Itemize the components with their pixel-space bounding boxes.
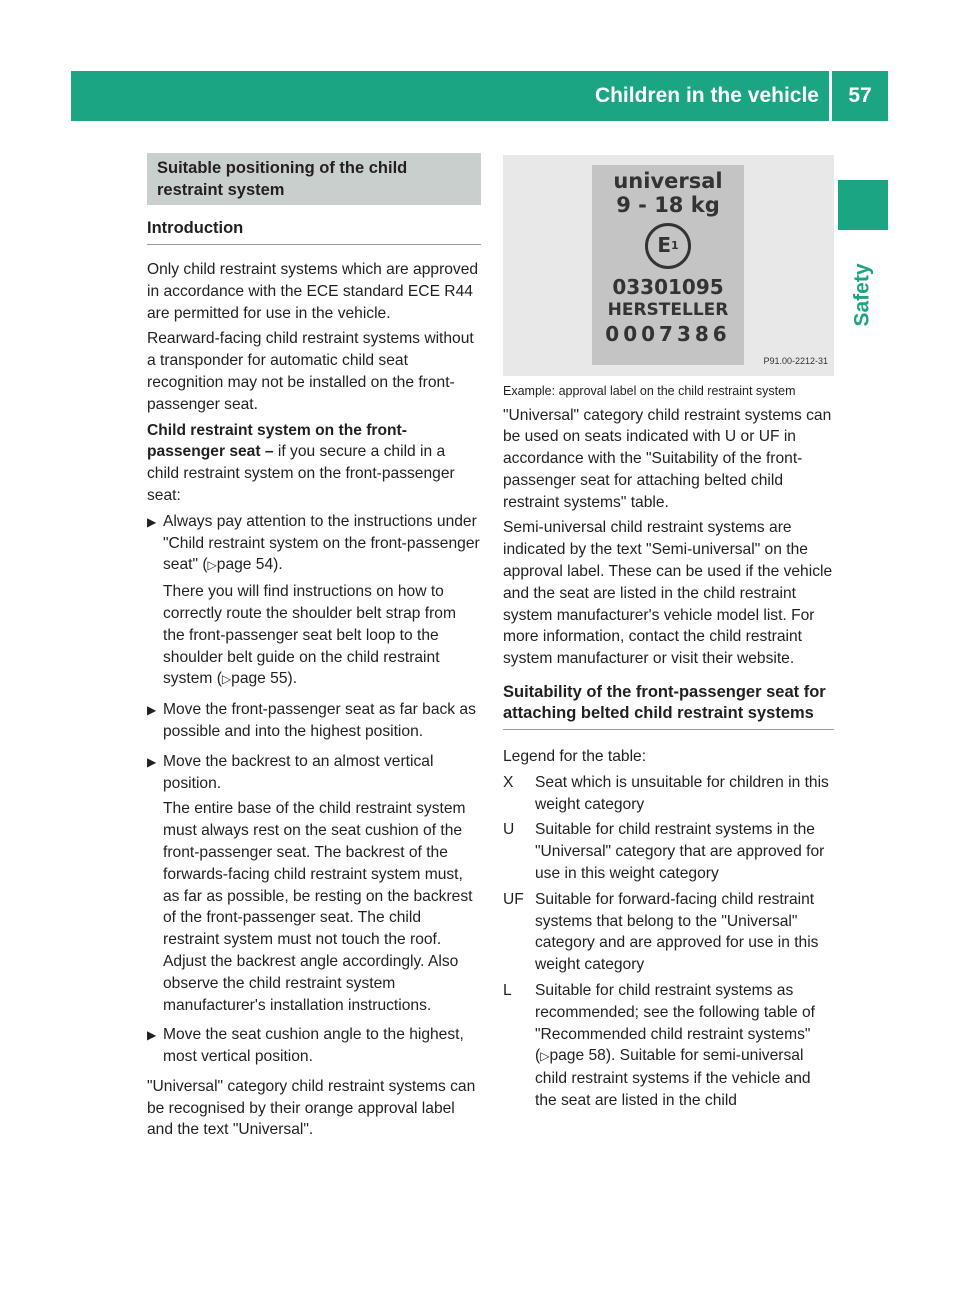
label-serial: 0007386	[605, 322, 731, 347]
closing-paragraph: "Universal" category child restraint systems can be recognised by their orange approval label and the text "Universal".	[147, 1077, 476, 1139]
page-ref-link[interactable]: page 54	[216, 556, 274, 574]
legend-item	[503, 772, 834, 816]
suitability-heading: Suitability of the front-passenger seat for attaching belted child restraint systems	[503, 682, 834, 730]
step-arrow-icon: ▶	[147, 703, 157, 718]
e-mark-icon: E 1	[645, 223, 691, 269]
legend-key: UF	[503, 890, 524, 908]
step-text: Move the backrest to an almost vertical position.	[163, 752, 434, 792]
chapter-title: Children in the vehicle	[594, 84, 819, 107]
legend-key: U	[503, 821, 515, 839]
warning-label: Child restraint system on the front-passenger seat –	[147, 421, 407, 461]
instruction-step	[147, 751, 481, 1021]
label-category: universal	[613, 169, 723, 193]
step-note-end: ).	[287, 670, 298, 688]
step-arrow-icon: ▶	[147, 514, 157, 529]
semi-universal-paragraph: Semi-universal child restraint systems are indicated by the text "Semi-universal" on the approval label. These can be used if the vehicle and the seat are listed in the child restraint system manufacturer's vehicle model list. For more information, contact the child restraint system manufacturer or visit their website.	[503, 519, 833, 668]
warning-paragraph	[147, 420, 481, 507]
instruction-step	[147, 699, 481, 747]
approval-label-plate	[592, 165, 744, 365]
step-text: Move the seat cushion angle to the highest, most vertical position.	[163, 1026, 464, 1066]
section-tab-label: Safety	[851, 263, 874, 327]
legend-text: Suitable for forward-facing child restraint systems that belong to the "Universal" category and are approved for use in this weight category	[535, 890, 819, 974]
legend-item	[503, 980, 834, 1112]
approval-label-image	[503, 155, 834, 376]
section-tab[interactable]	[838, 235, 888, 355]
legend-intro: Legend for the table:	[503, 748, 647, 766]
legend-text: Seat which is unsuitable for children in this weight category	[535, 773, 829, 813]
step-text-end: ).	[273, 556, 283, 574]
image-caption: Example: approval label on the child restraint system	[503, 384, 796, 398]
section-marker	[838, 180, 888, 230]
section-title: Suitable positioning of the child restraint system	[147, 153, 481, 205]
transponder-paragraph: Rearward-facing child restraint systems without a transponder for automatic child seat recognition may not be installed on the front-passenger seat.	[147, 330, 474, 413]
page-ref-link[interactable]: page 55	[231, 670, 288, 688]
page-ref-link[interactable]: page 58	[549, 1047, 606, 1065]
image-reference: P91.00-2212-31	[763, 356, 828, 367]
intro-heading: Introduction	[147, 217, 481, 245]
step-text: Move the front-passenger seat as far back as possible and into the highest position.	[163, 701, 476, 740]
legend-item	[503, 889, 834, 976]
instruction-step	[147, 1024, 481, 1072]
page-number: 57	[848, 84, 872, 107]
universal-paragraph: "Universal" category child restraint systems can be used on seats indicated with U or UF in accordance with the "Suitability of the front-passenger seat for attaching belted child restraint systems" table.	[503, 406, 832, 511]
warning-text: if you secure a child in a child restraint system on the front-passenger seat:	[147, 443, 455, 504]
step-text: Always pay attention to the instructions under "Child restraint system on the front-passenger seat" (	[163, 512, 480, 574]
page-ref-arrow-icon: ▷	[207, 558, 217, 573]
label-manufacturer: HERSTELLER	[607, 300, 729, 321]
page-header	[71, 71, 888, 121]
legend-key: X	[503, 773, 514, 791]
step-arrow-icon: ▶	[147, 1028, 157, 1043]
label-approval-number: 03301095	[612, 274, 724, 299]
instruction-step	[147, 511, 481, 695]
label-weight: 9 - 18 kg	[616, 192, 720, 217]
left-column	[147, 153, 481, 1145]
page-ref-arrow-icon: ▷	[540, 1049, 550, 1064]
right-column	[503, 155, 834, 1116]
step-arrow-icon: ▶	[147, 754, 157, 769]
legend-text: Suitable for child restraint systems in the "Universal" category that are approved for use in this weight category	[535, 821, 825, 883]
legend-key: L	[503, 982, 512, 1000]
legend-text: Suitable for child restraint systems as recommended; see the following table of "Recommended child restraint systems" (▷page 58). Suitable for semi-universal child restraint systems if the vehicle and the seat are listed in the child	[535, 982, 815, 1110]
page-ref-arrow-icon: ▷	[221, 672, 232, 687]
step-note: There you will find instructions on how to correctly route the shoulder belt strap from the front-passenger seat belt loop to the shoulder belt guide on the child restraint system (	[163, 583, 456, 688]
step-note: The entire base of the child restraint system must always rest on the seat cushion of the front-passenger seat. The backrest of the forwards-facing child restraint system must, as far as possible, be resting on the backrest of the front-passenger seat. The child restraint system must not touch the roof. Adjust the backrest angle accordingly. Also observe the child restraint system manufacturer's installation instructions.	[163, 800, 473, 1014]
legend-item	[503, 819, 834, 884]
intro-paragraph: Only child restraint systems which are approved in accordance with the ECE standard ECE R44 are permitted for use in the vehicle.	[147, 261, 479, 322]
